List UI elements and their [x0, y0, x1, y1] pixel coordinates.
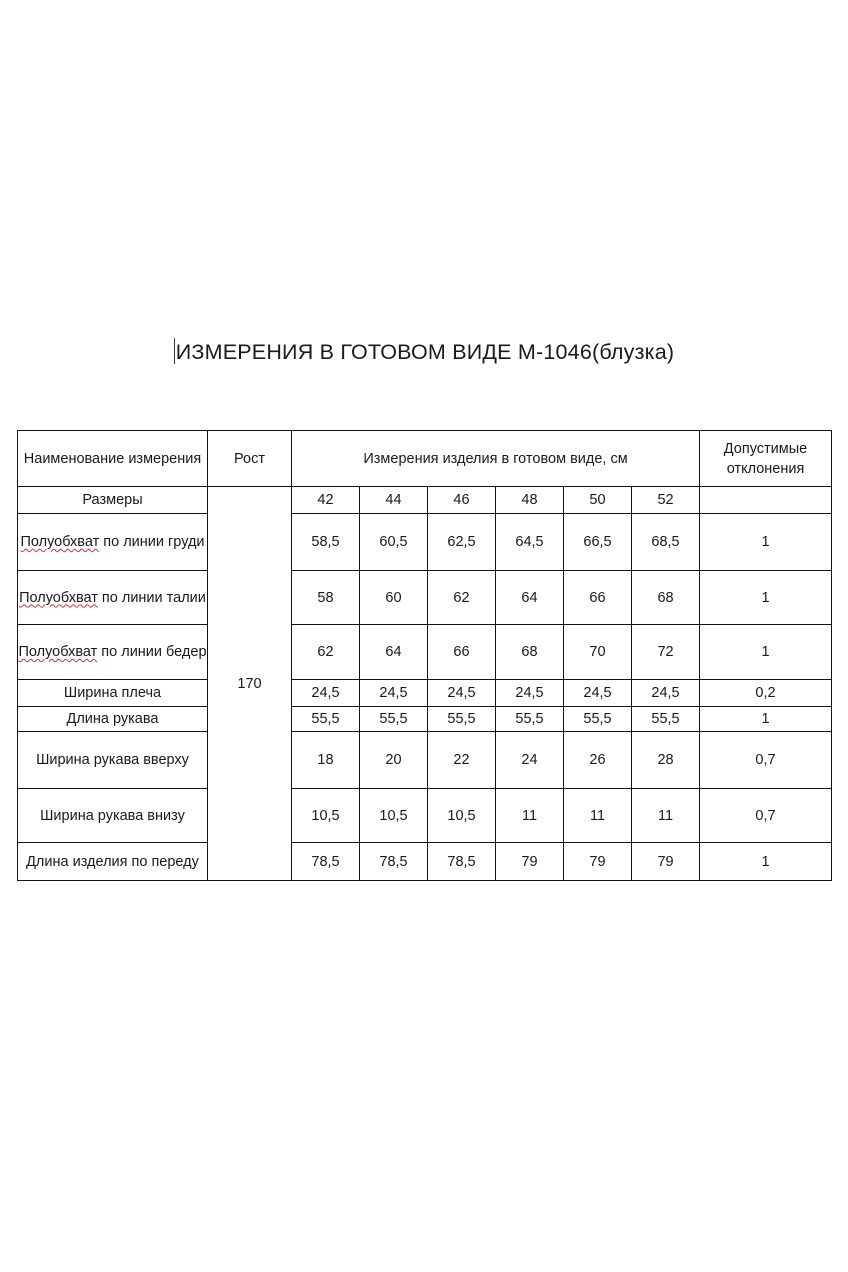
measurement-value-cell: 55,5	[496, 707, 564, 732]
measurement-value-cell: 62,5	[428, 514, 496, 571]
measurement-value-cell: 10,5	[292, 789, 360, 843]
measurement-value-cell: 11	[496, 789, 564, 843]
measurement-value-cell: 60	[360, 571, 428, 625]
measurement-value-cell: 78,5	[428, 843, 496, 881]
measurement-value-cell: 78,5	[360, 843, 428, 881]
measurement-value-cell: 64	[496, 571, 564, 625]
measurement-row	[18, 680, 832, 707]
measurement-name-part-b: Ширина плеча	[63, 685, 162, 701]
measurement-value-cell: 11	[632, 789, 700, 843]
measurement-value-cell: 22	[428, 732, 496, 789]
measurement-value-cell: 79	[564, 843, 632, 881]
measurement-value-cell: 24,5	[496, 680, 564, 707]
measurement-value-cell: 55,5	[564, 707, 632, 732]
measurement-row	[18, 789, 832, 843]
measurement-name-cell	[18, 732, 208, 789]
measurement-value-cell: 55,5	[360, 707, 428, 732]
measurement-name-cell	[18, 571, 208, 625]
measurement-value-cell: 24,5	[632, 680, 700, 707]
measurement-value-cell: 78,5	[292, 843, 360, 881]
measurement-value-cell: 79	[496, 843, 564, 881]
measurement-name-cell	[18, 625, 208, 680]
title-text: ИЗМЕРЕНИЯ В ГОТОВОМ ВИДЕ М-1046(блузка)	[175, 340, 675, 364]
measurement-value-cell: 28	[632, 732, 700, 789]
measurement-value-cell: 24	[496, 732, 564, 789]
measurement-name-part-b: по линии груди	[99, 534, 205, 550]
tolerance-cell: 0,7	[700, 789, 832, 843]
tolerance-cell: 1	[700, 514, 832, 571]
measurement-name-part-a: Полуобхват	[19, 589, 98, 606]
measurement-value-cell: 68	[632, 571, 700, 625]
measurement-name-part-a: Полуобхват	[18, 644, 98, 660]
tolerance-cell: 1	[700, 571, 832, 625]
measurement-value-cell: 66	[428, 625, 496, 680]
measurement-value-cell: 66,5	[564, 514, 632, 571]
measurement-name-part-b: Ширина рукава внизу	[40, 807, 185, 824]
measurement-value-cell: 66	[564, 571, 632, 625]
measurement-value-cell: 55,5	[292, 707, 360, 732]
measurement-row	[18, 514, 832, 571]
measurement-value-cell: 24,5	[292, 680, 360, 707]
measurement-name-cell	[18, 514, 208, 571]
measurement-name-part-a: Полуобхват	[20, 534, 100, 550]
measurement-value-cell: 68	[496, 625, 564, 680]
tolerance-cell: 1	[700, 707, 832, 732]
measurement-row	[18, 625, 832, 680]
measurement-value-cell: 18	[292, 732, 360, 789]
measurement-value-cell: 70	[564, 625, 632, 680]
height-value-cell: 170	[208, 487, 292, 881]
header-measurements-cell: Измерения изделия в готовом виде, см	[292, 431, 700, 487]
document-title	[0, 338, 848, 365]
size-cell: 52	[632, 487, 700, 514]
text-cursor	[174, 338, 175, 364]
measurement-value-cell: 68,5	[632, 514, 700, 571]
measurement-row	[18, 732, 832, 789]
measurement-name-cell	[18, 789, 208, 843]
measurement-name-part-b: Ширина рукава вверху	[36, 752, 189, 768]
size-cell: 42	[292, 487, 360, 514]
measurement-value-cell: 10,5	[428, 789, 496, 843]
measurement-value-cell: 20	[360, 732, 428, 789]
measurement-value-cell: 55,5	[632, 707, 700, 732]
measurement-name-part-b: Длина рукава	[66, 711, 159, 727]
measurement-name-part-b: Длина изделия по переду	[26, 853, 199, 870]
measurement-name-cell	[18, 680, 208, 707]
header-height-cell: Рост	[208, 431, 292, 487]
tolerance-cell: 0,2	[700, 680, 832, 707]
measurement-value-cell: 62	[428, 571, 496, 625]
measurement-value-cell: 58,5	[292, 514, 360, 571]
tolerance-cell: 1	[700, 843, 832, 881]
header-row	[18, 431, 832, 487]
header-tolerance-cell: Допустимые отклонения	[700, 431, 832, 487]
measurement-row	[18, 707, 832, 732]
measurement-value-cell: 79	[632, 843, 700, 881]
measurement-value-cell: 64	[360, 625, 428, 680]
measurement-value-cell: 26	[564, 732, 632, 789]
measurement-name-cell	[18, 707, 208, 732]
measurement-value-cell: 64,5	[496, 514, 564, 571]
measurement-value-cell: 24,5	[360, 680, 428, 707]
header-name-cell: Наименование измерения	[18, 431, 208, 487]
tolerance-cell: 1	[700, 625, 832, 680]
size-cell: 44	[360, 487, 428, 514]
measurement-value-cell: 24,5	[564, 680, 632, 707]
measurement-value-cell: 24,5	[428, 680, 496, 707]
measurement-name-part-b: по линии талии	[97, 589, 206, 606]
sizes-row	[18, 487, 832, 514]
measurement-value-cell: 11	[564, 789, 632, 843]
size-tolerance-empty-cell	[700, 487, 832, 514]
measurement-value-cell: 10,5	[360, 789, 428, 843]
measurement-value-cell: 58	[292, 571, 360, 625]
measurement-row	[18, 843, 832, 881]
tolerance-cell: 0,7	[700, 732, 832, 789]
size-cell: 48	[496, 487, 564, 514]
measurement-value-cell: 55,5	[428, 707, 496, 732]
measurement-value-cell: 60,5	[360, 514, 428, 571]
measurement-row	[18, 571, 832, 625]
measurement-value-cell: 62	[292, 625, 360, 680]
measurement-value-cell: 72	[632, 625, 700, 680]
measurement-name-part-b: по линии бедер	[97, 644, 207, 660]
size-cell: 50	[564, 487, 632, 514]
measurements-table	[17, 430, 832, 881]
sizes-label-cell: Размеры	[18, 487, 208, 514]
size-cell: 46	[428, 487, 496, 514]
measurement-name-cell	[18, 843, 208, 881]
